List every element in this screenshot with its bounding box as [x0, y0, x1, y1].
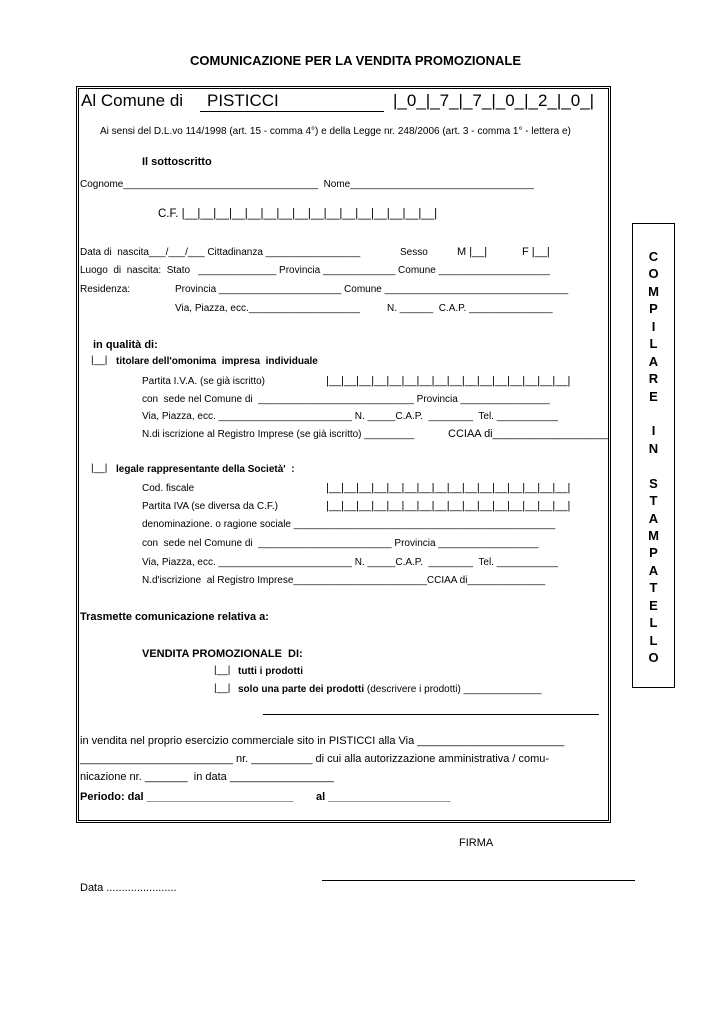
prodotti-line[interactable]: [263, 714, 599, 715]
sesso-m-checkbox[interactable]: M |__|: [457, 246, 488, 258]
option-parte-label: [238, 685, 541, 695]
residenza-label: Residenza:: [80, 284, 131, 295]
cognome-nome-row[interactable]: Cognome___________________________________ Nome_________________________________: [80, 179, 534, 190]
side-letter: O: [648, 266, 659, 282]
side-letter: A: [648, 510, 659, 526]
side-letter: C: [648, 249, 659, 264]
titolare-piva-boxes[interactable]: |__|__|__|__|__|__|__|__|__|__|__|__|__|__|__|__|: [326, 375, 571, 387]
legale-registro-row[interactable]: N.d'iscrizione al Registro Imprese________________________CCIAA di______________: [142, 575, 546, 586]
side-letter: R: [648, 371, 659, 387]
data-field[interactable]: Data .......................: [80, 882, 177, 894]
side-letter: T: [649, 493, 658, 509]
periodo-al[interactable]: al ____________________: [316, 791, 451, 803]
legale-label: legale rappresentante della Società' :: [116, 464, 295, 475]
al-comune-label: Al Comune di: [81, 91, 184, 110]
residenza-via-row[interactable]: Via, Piazza, ecc.____________________: [175, 303, 360, 314]
sesso-label: Sesso: [400, 247, 428, 258]
side-letter: T: [649, 580, 658, 596]
comune-name[interactable]: PISTICCI: [207, 91, 279, 110]
legale-cf-boxes[interactable]: |__|__|__|__|__|__|__|__|__|__|__|__|__|__|__|__|: [326, 482, 571, 494]
compilare-in-stampatello-label: [633, 248, 674, 667]
form-frame-inner: [78, 88, 609, 821]
legale-piva-boxes[interactable]: |__|__|__|__|__|__|__|__|__|__|__|__|__|__|__|__|: [326, 500, 571, 512]
option-tutti-checkbox[interactable]: |__|: [214, 665, 231, 676]
residenza-cap-row[interactable]: N. ______ C.A.P. _______________: [387, 303, 553, 314]
compilare-in-stampatello-box: [632, 223, 675, 688]
side-letter: A: [648, 353, 659, 369]
legal-reference: Ai sensi del D.L.vo 114/1998 (art. 15 - comma 4°) e della Legge nr. 248/2006 (art. 3 - comma 1° - lettera e): [100, 126, 571, 137]
esercizio-row-2[interactable]: _________________________ nr. __________ di cui alla autorizzazione amministrativa / comu-: [80, 753, 550, 765]
codice-fiscale-row[interactable]: C.F. |__|__|__|__|__|__|__|__|__|__|__|__|__|__|__|__|: [158, 208, 438, 220]
side-letter: S: [649, 475, 658, 491]
esercizio-row-3[interactable]: nicazione nr. _______ in data _________________: [80, 771, 334, 783]
qualita-label: in qualità di:: [93, 339, 158, 351]
side-letter: I: [651, 423, 656, 439]
side-letter: E: [649, 597, 658, 613]
side-letter: [633, 457, 674, 474]
side-letter: L: [649, 632, 658, 648]
firma-line[interactable]: [322, 880, 635, 881]
side-letter: P: [649, 545, 658, 561]
titolare-label: titolare dell'omonima impresa individuale: [116, 356, 318, 367]
trasmette-label: Trasmette comunicazione relativa a:: [80, 611, 269, 623]
vendita-heading: VENDITA PROMOZIONALE DI:: [142, 648, 303, 660]
data-nascita-row[interactable]: Data di nascita___/___/___ Cittadinanza _________________: [80, 247, 361, 258]
side-letter: P: [649, 301, 658, 317]
legale-denominazione-row[interactable]: denominazione. o ragione sociale _______________________________________________: [142, 519, 556, 530]
side-letter: E: [649, 388, 658, 404]
istat-code: |_0_|_7_|_7_|_0_|_2_|_0_|: [393, 91, 595, 110]
periodo-dal[interactable]: Periodo: dal ________________________: [80, 791, 294, 803]
option-parte-bold: solo una parte dei prodotti: [238, 684, 365, 695]
legale-via-row[interactable]: Via, Piazza, ecc. ________________________ N. _____C.A.P. ________ Tel. ___________: [142, 557, 558, 568]
side-letter: A: [648, 562, 659, 578]
side-letter: O: [648, 650, 659, 666]
legale-checkbox[interactable]: |__|: [91, 463, 108, 474]
side-letter: M: [648, 528, 659, 543]
option-parte-description[interactable]: (descrivere i prodotti) ______________: [364, 684, 542, 695]
document-title: COMUNICAZIONE PER LA VENDITA PROMOZIONALE: [190, 53, 522, 68]
titolare-checkbox[interactable]: |__|: [91, 355, 108, 366]
side-letter: L: [649, 615, 658, 631]
side-letter: N: [648, 440, 659, 456]
legale-sede-row[interactable]: con sede nel Comune di ________________________ Provincia __________________: [142, 538, 539, 549]
option-parte-checkbox[interactable]: |__|: [214, 683, 231, 694]
titolare-piva-label: Partita I.V.A. (se già iscritto): [142, 376, 266, 387]
option-tutti-label: tutti i prodotti: [238, 666, 303, 677]
residenza-row[interactable]: Provincia ______________________ Comune _________________________________: [175, 284, 569, 295]
sesso-f-checkbox[interactable]: F |__|: [522, 246, 550, 258]
side-letter: I: [651, 318, 656, 334]
luogo-nascita-row[interactable]: Luogo di nascita: Stato ______________ Provincia _____________ Comune ____________________: [80, 265, 550, 276]
titolare-registro-row[interactable]: N.di iscrizione al Registro Imprese (se già iscritto) _________: [142, 429, 415, 440]
legale-piva-label: Partita IVA (se diversa da C.F.): [142, 501, 278, 512]
legale-cf-label: Cod. fiscale: [142, 483, 195, 494]
side-letter: M: [648, 283, 659, 299]
sottoscritto-label: Il sottoscritto: [142, 156, 212, 168]
esercizio-row-1[interactable]: in vendita nel proprio esercizio commerciale sito in PISTICCI alla Via ________________________: [80, 735, 565, 747]
comune-underline: [200, 111, 384, 112]
titolare-cciaa[interactable]: CCIAA di___________________: [448, 428, 609, 440]
side-letter: L: [649, 336, 658, 352]
titolare-via-row[interactable]: Via, Piazza, ecc. ________________________ N. _____C.A.P. ________ Tel. ___________: [142, 411, 558, 422]
titolare-sede-row[interactable]: con sede nel Comune di ____________________________ Provincia ________________: [142, 394, 550, 405]
firma-label: FIRMA: [459, 837, 494, 849]
side-letter: [633, 405, 674, 422]
